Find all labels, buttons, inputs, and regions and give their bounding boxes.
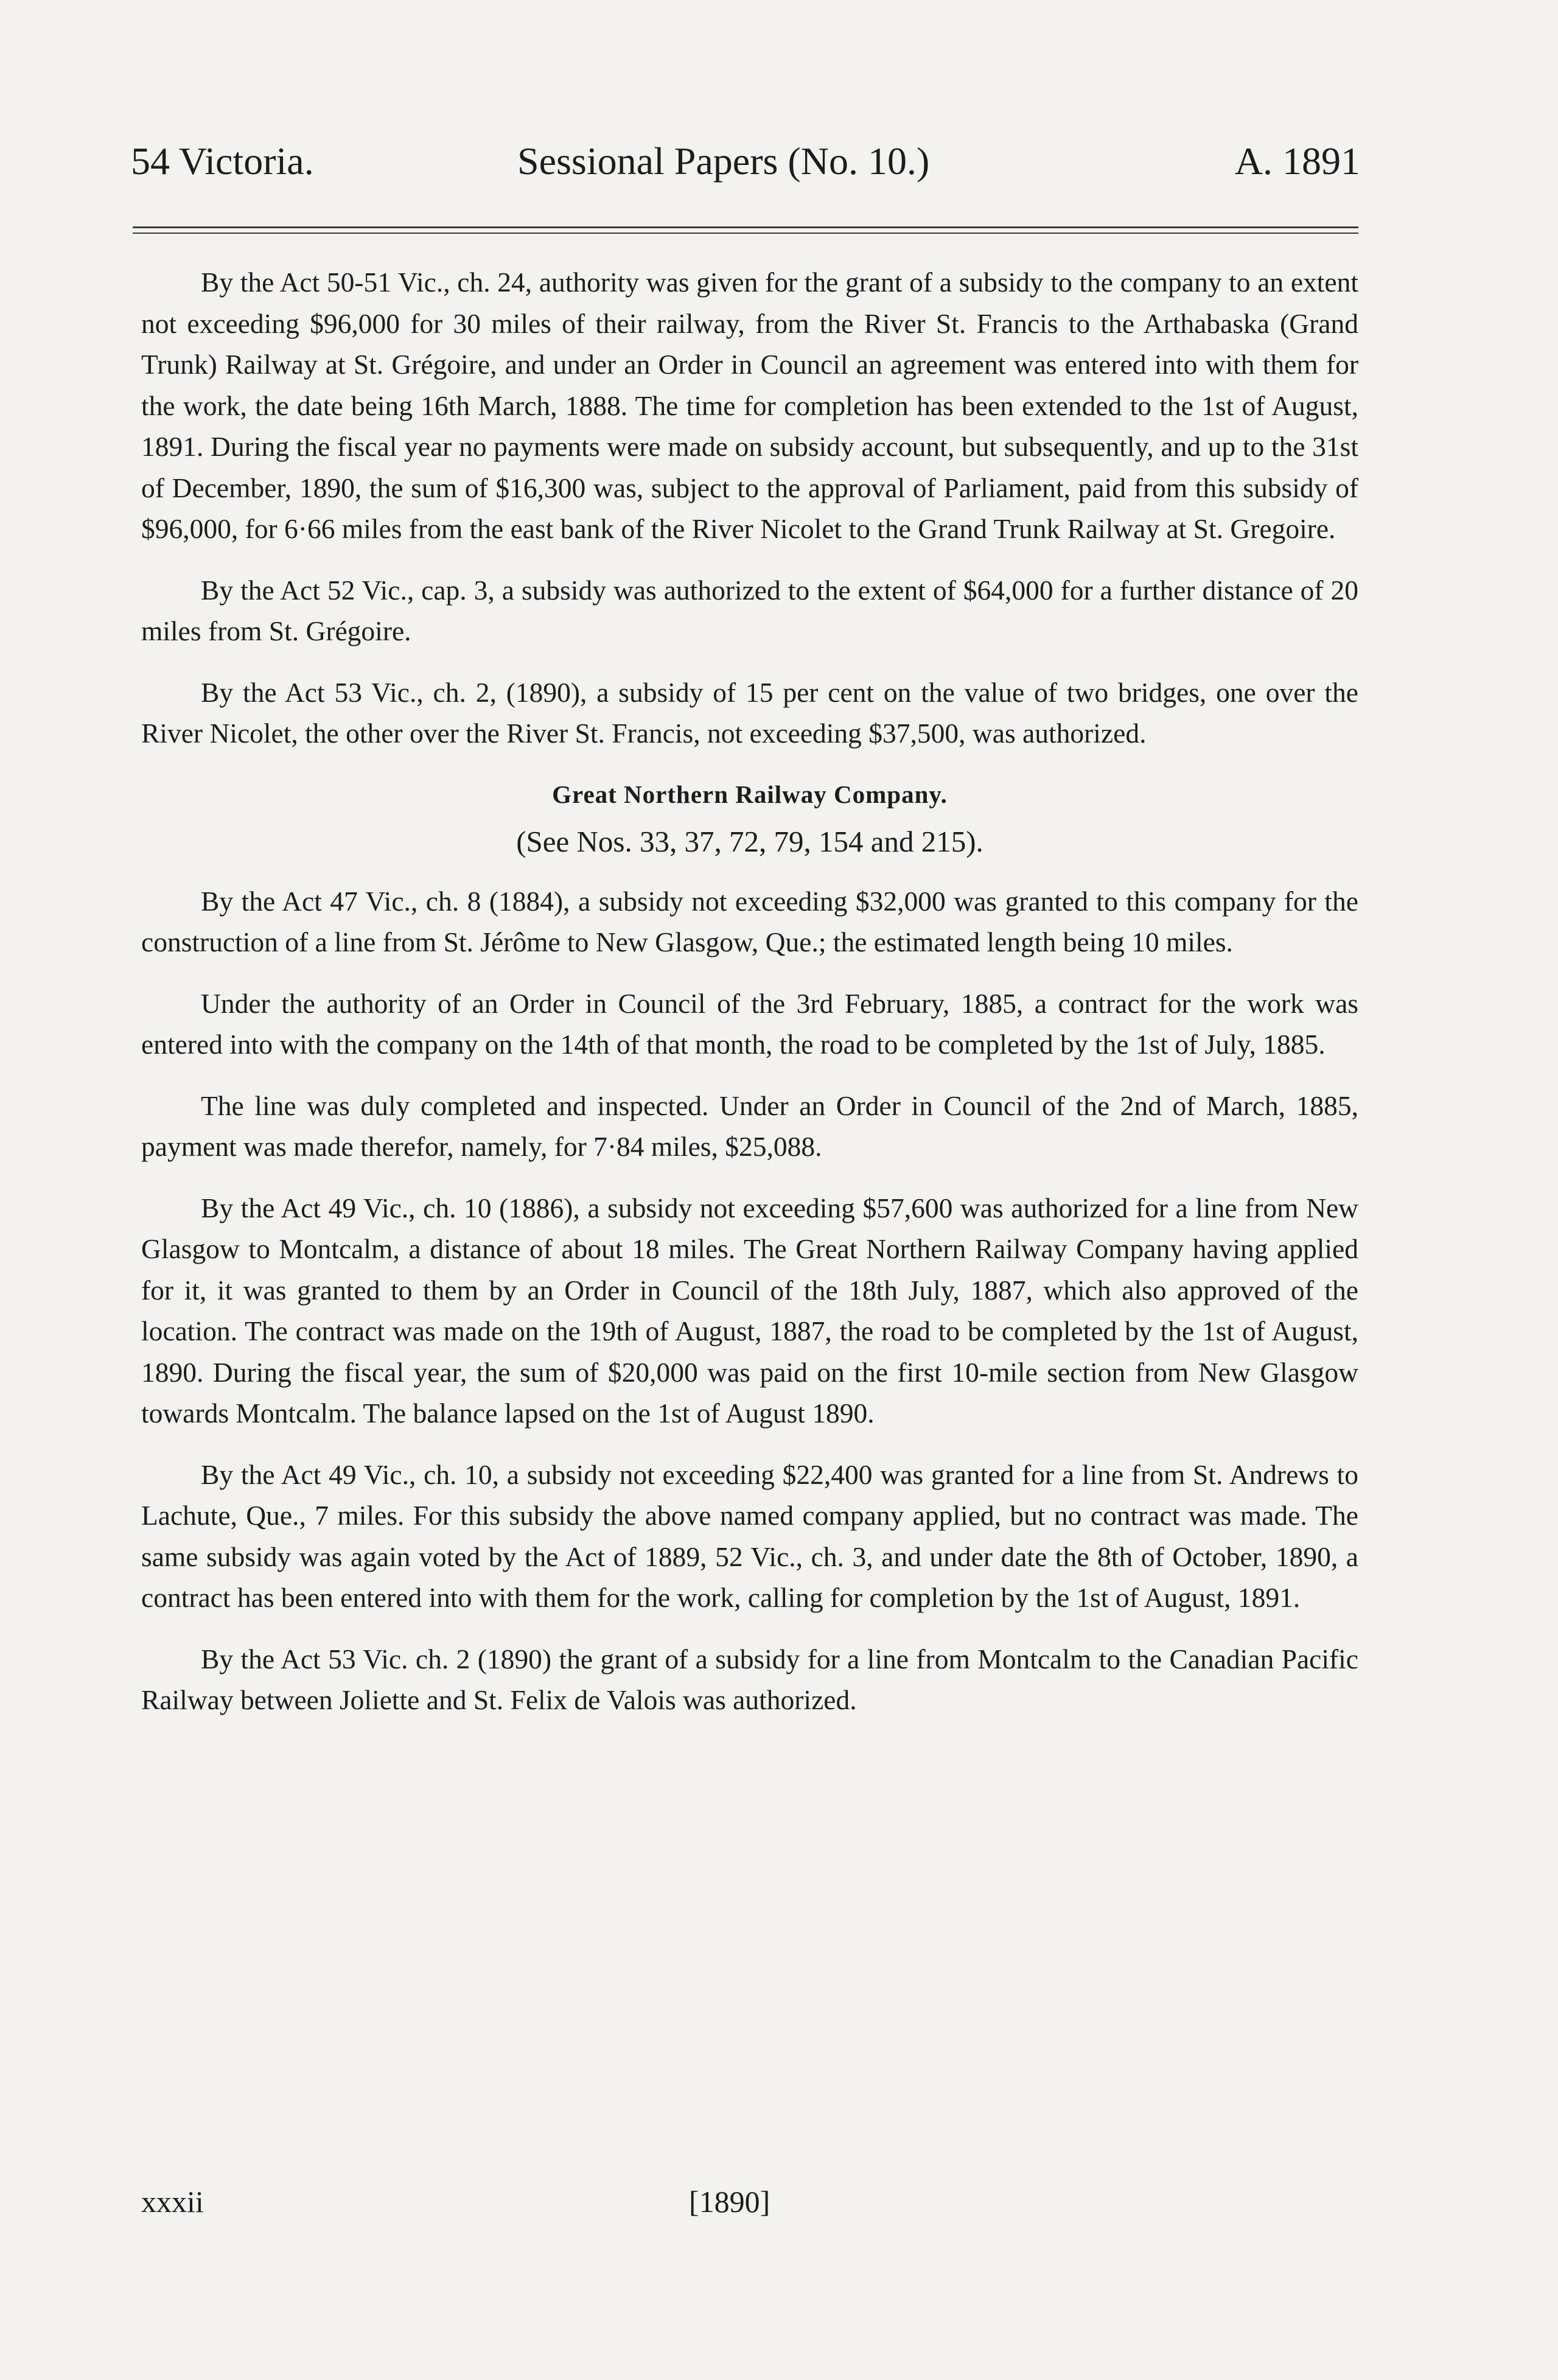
header-rule <box>133 226 1358 228</box>
paragraph: By the Act 52 Vic., cap. 3, a subsidy was authorized to the extent of $64,000 for a further distance of 20 miles from St. Grégoire. <box>141 574 1358 646</box>
header-title: Sessional Papers (No. 10.) <box>517 139 930 183</box>
header-volume: 54 Victoria. <box>131 139 314 183</box>
paragraph: By the Act 50-51 Vic., ch. 24, authority was given for the grant of a subsidy to the company to an extent not exceeding $96,000 for 30 miles of their railway, from the River St. Francis to the Arthabaska (Grand Trunk) Railway at St. Grégoire, and under an Order in Council an agreement was entered into with them for the work, the date being 16th March, 1888. The time for completion has been extended to the 1st of August, 1891. During the fiscal year no payments were made on subsidy account, but subsequently, and up to the 31st of December, 1890, the sum of $16,300 was, subject to the approval of Parliament, paid from this subsidy of $96,000, for 6·66 miles from the east bank of the River Nicolet to the Grand Trunk Railway at St. Gregoire. <box>141 267 1358 544</box>
paragraph: By the Act 47 Vic., ch. 8 (1884), a subsidy not exceeding $32,000 was granted to this company for the construction of a line from St. Jérôme to New Glasgow, Que.; the estimated length being 10 miles. <box>141 885 1358 957</box>
page-number: xxxii <box>141 2185 204 2219</box>
section-reference: (See Nos. 33, 37, 72, 79, 154 and 215). <box>516 825 983 858</box>
page-body <box>141 262 1358 1741</box>
header-rule-secondary <box>133 233 1358 234</box>
paragraph: By the Act 49 Vic., ch. 10, a subsidy not exceeding $22,400 was granted for a line from St. Andrews to Lachute, Que., 7 miles. For this subsidy the above named company applied, but no contract was made. The same subsidy was again voted by the Act of 1889, 52 Vic., ch. 3, and under date the 8th of October, 1890, a contract has been entered into with them for the work, calling for completion by the 1st of August, 1891. <box>141 1458 1358 1613</box>
paragraph: By the Act 53 Vic., ch. 2, (1890), a subsidy of 15 per cent on the value of two bridges, one over the River Nicolet, the other over the River St. Francis, not exceeding $37,500, was authorized. <box>141 676 1358 749</box>
paragraph: Under the authority of an Order in Council of the 3rd February, 1885, a contract for the work was entered into with the company on the 14th of that month, the road to be completed by the 1st of July, 1885. <box>141 987 1358 1060</box>
page-header <box>131 137 1360 186</box>
footer-year: [1890] <box>689 2185 770 2219</box>
page-footer <box>141 2180 1358 2223</box>
paragraph: By the Act 49 Vic., ch. 10 (1886), a subsidy not exceeding $57,600 was authorized for a line from New Glasgow to Montcalm, a distance of about 18 miles. The Great Northern Railway Company having applied for it, it was granted to them by an Order in Council of the 18th July, 1887, which also approved of the location. The contract was made on the 19th of August, 1887, the road to be completed by the 1st of August, 1890. During the fiscal year, the sum of $20,000 was paid on the first 10-mile section from New Glasgow towards Montcalm. The balance lapsed on the 1st of August 1890. <box>141 1192 1358 1429</box>
section-heading: Great Northern Railway Company. <box>552 780 948 808</box>
paragraph: By the Act 53 Vic. ch. 2 (1890) the grant of a subsidy for a line from Montcalm to the Canadian Pacific Railway between Joliette and St. Felix de Valois was authorized. <box>141 1643 1358 1715</box>
paragraph: The line was duly completed and inspected. Under an Order in Council of the 2nd of March, 1885, payment was made therefor, namely, for 7·84 miles, $25,088. <box>141 1090 1358 1162</box>
header-year: A. 1891 <box>1234 139 1360 183</box>
